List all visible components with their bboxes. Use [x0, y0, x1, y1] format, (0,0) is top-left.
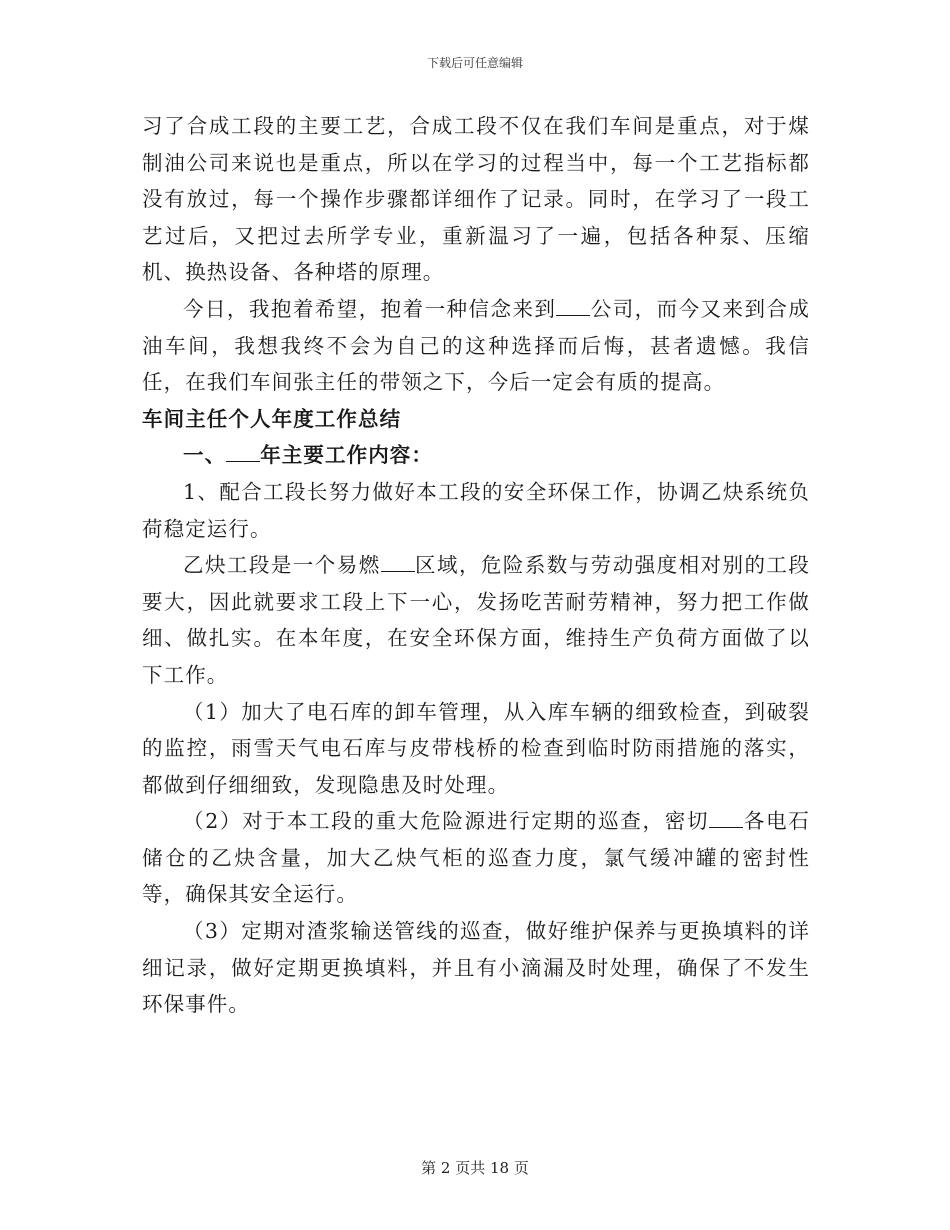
heading-text: 年主要工作内容： [260, 443, 434, 468]
paragraph-hope-part2: 公司，而今又来到合成油车间，我想我终不会为自己的这种选择而后悔，甚者遗憾。我信任，在我们车间张主任的带领之下，今后一定会有质的提高。 [142, 296, 811, 395]
heading-prefix: 一、 [183, 443, 227, 468]
section-heading-main-work [142, 437, 810, 474]
blank-underline [556, 295, 590, 316]
paragraph-continuation: 习了合成工段的主要工艺，合成工段不仅在我们车间是重点，对于煤制油公司来说也是重点，所以在学习的过程当中，每一个工艺指标都没有放过，每一个操作步骤都详细作了记录。同时，在学习了一段工艺过后，又把过去所学专业，重新温习了一遍，包括各种泵、压缩机、换热设备、各种塔的原理。 [142, 114, 810, 285]
section-title: 车间主任个人年度工作总结 [142, 406, 402, 431]
blank-underline [226, 441, 260, 462]
blank-underline [709, 807, 743, 828]
paragraph-hope-part1: 今日，我抱着希望，抱着一种信念来到 [183, 296, 557, 321]
document-body [142, 108, 810, 1023]
paragraph-acetylene-part1: 乙炔工段是一个易燃 [183, 553, 381, 578]
page-header: 下载后可任意编辑 [426, 56, 523, 70]
paragraph-subitem-2-part1: （2）对于本工段的重大危险源进行定期的巡查，密切 [183, 809, 710, 834]
paragraph-subitem-1: （1）加大了电石库的卸车管理，从入库车辆的细致检查，到破裂的监控，雨雪天气电石库与皮带栈桥的检查到临时防雨措施的落实，都做到仔细细致，发现隐患及时处理。 [142, 699, 810, 797]
paragraph-item-1: 1、配合工段长努力做好本工段的安全环保工作，协调乙炔系统负荷稳定运行。 [142, 479, 810, 541]
paragraph-subitem-2-part2: 各电石储仓的乙炔含量，加大乙炔气柜的巡查力度，氯气缓冲罐的密封性等，确保其安全运行。 [142, 809, 810, 907]
paragraph-hope [142, 291, 810, 401]
blank-underline [381, 551, 415, 572]
paragraph-subitem-3: （3）定期对渣浆输送管线的巡查，做好维护保养与更换填料的详细记录，做好定期更换填料，并且有小滴漏及时处理，确保了不发生环保事件。 [142, 919, 810, 1017]
paragraph-acetylene-part2: 区域，危险系数与劳动强度相对别的工段要大，因此就要求工段上下一心，发扬吃苦耐劳精神，努力把工作做细、做扎实。在本年度，在安全环保方面，维持生产负荷方面做了以下工作。 [142, 553, 810, 687]
paragraph-subitem-2 [142, 803, 810, 913]
paragraph-acetylene [142, 547, 810, 693]
page-footer: 第 2 页共 18 页 [421, 1159, 529, 1177]
